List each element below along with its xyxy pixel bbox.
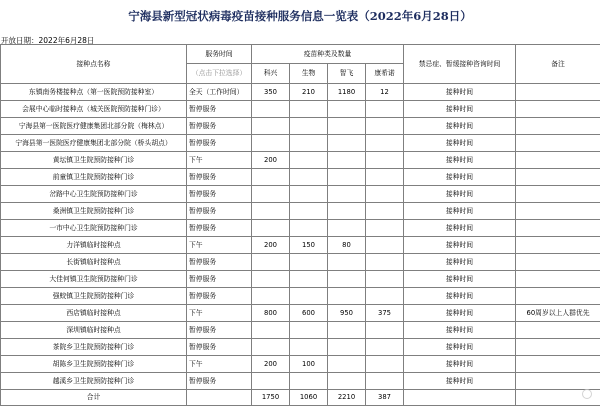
- cell-kexing: 350: [252, 84, 290, 101]
- cell-biology: [290, 169, 328, 186]
- cell-zhifei: [328, 288, 366, 305]
- header-remarks: 备注: [516, 45, 600, 84]
- table-row: [1, 322, 600, 339]
- cell-remarks: [516, 186, 600, 203]
- cell-biology: [290, 101, 328, 118]
- cell-remarks: [516, 237, 600, 254]
- cell-kexing: [252, 220, 290, 237]
- cell-time[interactable]: 暂停服务: [187, 220, 252, 237]
- cell-kangxino: [366, 118, 404, 135]
- cell-site: 长街镇临时接种点: [1, 254, 187, 271]
- cell-remarks: [516, 322, 600, 339]
- total-zhifei: 2210: [328, 390, 366, 406]
- cell-site: 一市中心卫生院预防接种门诊: [1, 220, 187, 237]
- cell-remarks: [516, 373, 600, 390]
- cell-zhifei: [328, 135, 366, 152]
- cell-zhifei: [328, 152, 366, 169]
- cell-time[interactable]: 暂停服务: [187, 322, 252, 339]
- cell-zhifei: [328, 356, 366, 373]
- cell-kangxino: [366, 373, 404, 390]
- cell-time[interactable]: 暂停服务: [187, 118, 252, 135]
- cell-kangxino: [366, 339, 404, 356]
- header-kangxino: 康希诺: [366, 64, 404, 84]
- cell-contra: 接种时间: [404, 322, 516, 339]
- cell-remarks: [516, 118, 600, 135]
- cell-biology: 210: [290, 84, 328, 101]
- cell-time[interactable]: 暂停服务: [187, 101, 252, 118]
- cell-remarks: [516, 203, 600, 220]
- cell-site: 强蛟镇卫生院预防接种门诊: [1, 288, 187, 305]
- cell-kexing: [252, 254, 290, 271]
- cell-time[interactable]: 暂停服务: [187, 288, 252, 305]
- cell-kexing: [252, 322, 290, 339]
- cell-kangxino: [366, 322, 404, 339]
- cell-kangxino: [366, 254, 404, 271]
- watermark-logo-icon: [582, 389, 592, 399]
- cell-contra: 接种时间: [404, 271, 516, 288]
- table-row: [1, 186, 600, 203]
- table-row: [1, 169, 600, 186]
- table-row: [1, 203, 600, 220]
- cell-contra: 接种时间: [404, 288, 516, 305]
- header-biology: 生物: [290, 64, 328, 84]
- cell-remarks: 60周岁以上人群优先: [516, 305, 600, 322]
- cell-contra: 接种时间: [404, 373, 516, 390]
- cell-site: 西店镇临时接种点: [1, 305, 187, 322]
- cell-remarks: [516, 135, 600, 152]
- cell-time[interactable]: 暂停服务: [187, 135, 252, 152]
- cell-time[interactable]: 暂停服务: [187, 339, 252, 356]
- table-row: [1, 237, 600, 254]
- table-row: [1, 288, 600, 305]
- cell-biology: 600: [290, 305, 328, 322]
- cell-zhifei: [328, 101, 366, 118]
- cell-zhifei: [328, 254, 366, 271]
- cell-kangxino: [366, 356, 404, 373]
- cell-remarks: [516, 84, 600, 101]
- cell-site: 黄坛镇卫生院预防接种门诊: [1, 152, 187, 169]
- cell-biology: [290, 373, 328, 390]
- cell-site: 力洋镇临时接种点: [1, 237, 187, 254]
- cell-kexing: 200: [252, 237, 290, 254]
- header-contra: 禁忌症、暂缓接种咨询时间: [404, 45, 516, 84]
- cell-kexing: 200: [252, 356, 290, 373]
- header-site: 接种点名称: [1, 45, 187, 84]
- cell-kexing: [252, 169, 290, 186]
- header-vaccine-group: 疫苗种类及数量: [252, 45, 404, 64]
- cell-zhifei: [328, 339, 366, 356]
- cell-time[interactable]: 暂停服务: [187, 254, 252, 271]
- cell-time[interactable]: 暂停服务: [187, 271, 252, 288]
- cell-kangxino: [366, 288, 404, 305]
- cell-kexing: [252, 186, 290, 203]
- cell-biology: [290, 288, 328, 305]
- cell-biology: [290, 254, 328, 271]
- open-date: 开放日期：2022年6月28日: [1, 35, 94, 46]
- cell-kexing: [252, 373, 290, 390]
- cell-zhifei: [328, 322, 366, 339]
- cell-time[interactable]: 暂停服务: [187, 186, 252, 203]
- cell-site: 越溪乡卫生院预防接种门诊: [1, 373, 187, 390]
- header-service-time: 服务时间: [187, 45, 252, 64]
- cell-contra: 接种时间: [404, 101, 516, 118]
- total-time: [187, 390, 252, 406]
- cell-contra: 接种时间: [404, 220, 516, 237]
- cell-zhifei: [328, 203, 366, 220]
- cell-biology: [290, 152, 328, 169]
- cell-site: 茶院乡卫生院预防接种门诊: [1, 339, 187, 356]
- table-row: [1, 271, 600, 288]
- cell-kangxino: [366, 186, 404, 203]
- cell-remarks: [516, 271, 600, 288]
- cell-zhifei: 950: [328, 305, 366, 322]
- cell-biology: [290, 322, 328, 339]
- table-row: [1, 339, 600, 356]
- cell-kexing: [252, 101, 290, 118]
- cell-contra: 接种时间: [404, 186, 516, 203]
- cell-zhifei: 80: [328, 237, 366, 254]
- cell-kangxino: 12: [366, 84, 404, 101]
- cell-zhifei: [328, 118, 366, 135]
- table-row: [1, 356, 600, 373]
- cell-remarks: [516, 152, 600, 169]
- cell-kangxino: 375: [366, 305, 404, 322]
- cell-contra: 接种时间: [404, 305, 516, 322]
- cell-kangxino: [366, 101, 404, 118]
- cell-time[interactable]: 暂停服务: [187, 373, 252, 390]
- total-kexing: 1750: [252, 390, 290, 406]
- cell-site: 深圳镇临时接种点: [1, 322, 187, 339]
- watermark: [582, 389, 594, 399]
- page-title: 宁海县新型冠状病毒疫苗接种服务信息一览表（2022年6月28日）: [0, 8, 600, 24]
- table-row: [1, 135, 600, 152]
- cell-site: 前童镇卫生院预防接种门诊: [1, 169, 187, 186]
- total-label: 合计: [1, 390, 187, 406]
- cell-site: 东镇南务楼接种点（第一医院预防接种室）: [1, 84, 187, 101]
- cell-time[interactable]: 下午: [187, 356, 252, 373]
- cell-biology: [290, 186, 328, 203]
- cell-remarks: [516, 254, 600, 271]
- cell-biology: [290, 220, 328, 237]
- cell-site: 岔路中心卫生院预防接种门诊: [1, 186, 187, 203]
- cell-site: 大佳何镇卫生院预防接种门诊: [1, 271, 187, 288]
- service-time-dropdown-hint[interactable]: （点击下拉选择）: [187, 64, 252, 84]
- cell-remarks: [516, 356, 600, 373]
- cell-kexing: [252, 118, 290, 135]
- cell-remarks: [516, 220, 600, 237]
- cell-biology: 150: [290, 237, 328, 254]
- cell-contra: 接种时间: [404, 84, 516, 101]
- cell-kexing: 200: [252, 152, 290, 169]
- cell-zhifei: [328, 186, 366, 203]
- cell-time[interactable]: 暂停服务: [187, 169, 252, 186]
- cell-contra: 接种时间: [404, 118, 516, 135]
- table-row: [1, 220, 600, 237]
- cell-zhifei: [328, 373, 366, 390]
- table-row: [1, 254, 600, 271]
- cell-biology: [290, 271, 328, 288]
- cell-site: 桑洲镇卫生院预防接种门诊: [1, 203, 187, 220]
- cell-kangxino: [366, 135, 404, 152]
- cell-biology: [290, 118, 328, 135]
- cell-contra: 接种时间: [404, 152, 516, 169]
- cell-biology: [290, 135, 328, 152]
- cell-kangxino: [366, 203, 404, 220]
- cell-contra: 接种时间: [404, 169, 516, 186]
- cell-contra: 接种时间: [404, 254, 516, 271]
- cell-time[interactable]: 下午: [187, 237, 252, 254]
- cell-time[interactable]: 暂停服务: [187, 203, 252, 220]
- cell-kangxino: [366, 220, 404, 237]
- cell-zhifei: [328, 271, 366, 288]
- cell-kexing: [252, 271, 290, 288]
- table-row: [1, 118, 600, 135]
- table-row: [1, 152, 600, 169]
- cell-kangxino: [366, 237, 404, 254]
- header-kexing: 科兴: [252, 64, 290, 84]
- total-contra: [404, 390, 516, 406]
- cell-site: 会展中心临时接种点（城关医院预防接种门诊）: [1, 101, 187, 118]
- cell-kexing: [252, 135, 290, 152]
- cell-biology: [290, 339, 328, 356]
- cell-biology: 100: [290, 356, 328, 373]
- cell-time[interactable]: 下午: [187, 152, 252, 169]
- cell-kangxino: [366, 152, 404, 169]
- table-row: [1, 84, 600, 101]
- total-kangxino: 387: [366, 390, 404, 406]
- table-row: [1, 305, 600, 322]
- cell-kexing: [252, 339, 290, 356]
- cell-kexing: [252, 288, 290, 305]
- cell-kexing: [252, 203, 290, 220]
- cell-time[interactable]: 下午: [187, 305, 252, 322]
- table-row: [1, 373, 600, 390]
- cell-remarks: [516, 288, 600, 305]
- total-biology: 1060: [290, 390, 328, 406]
- cell-kangxino: [366, 169, 404, 186]
- total-row: [1, 390, 600, 406]
- cell-contra: 接种时间: [404, 203, 516, 220]
- cell-remarks: [516, 169, 600, 186]
- cell-biology: [290, 203, 328, 220]
- table-row: [1, 101, 600, 118]
- cell-contra: 接种时间: [404, 135, 516, 152]
- cell-site: 宁海县第一医院医疗健康集团北部分院（桥头胡点）: [1, 135, 187, 152]
- cell-remarks: [516, 339, 600, 356]
- cell-contra: 接种时间: [404, 237, 516, 254]
- header-zhifei: 智飞: [328, 64, 366, 84]
- cell-remarks: [516, 101, 600, 118]
- cell-site: 宁海县第一医院医疗健康集团北部分院（梅林点）: [1, 118, 187, 135]
- cell-zhifei: [328, 169, 366, 186]
- cell-contra: 接种时间: [404, 356, 516, 373]
- vaccination-table: [0, 44, 600, 406]
- cell-zhifei: 1180: [328, 84, 366, 101]
- cell-site: 胡陈乡卫生院预防接种门诊: [1, 356, 187, 373]
- cell-contra: 接种时间: [404, 339, 516, 356]
- cell-kexing: 800: [252, 305, 290, 322]
- cell-kangxino: [366, 271, 404, 288]
- cell-time[interactable]: 全天（工作时间）: [187, 84, 252, 101]
- cell-zhifei: [328, 220, 366, 237]
